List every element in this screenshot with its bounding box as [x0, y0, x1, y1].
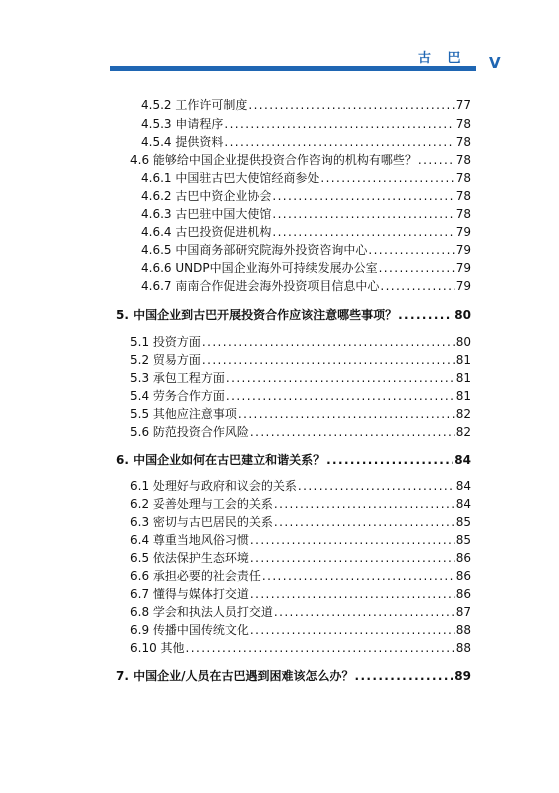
toc-entry-page: 84	[455, 479, 471, 493]
dot-leader	[226, 387, 455, 405]
toc-entry-label: 4.6.2 古巴中资企业协会	[141, 189, 272, 203]
toc-entry-page: 78	[455, 135, 471, 149]
toc-entry-label: 6.3 密切与古巴居民的关系	[130, 515, 273, 529]
dot-leader	[250, 585, 455, 603]
dot-leader	[418, 151, 455, 169]
toc-entry[interactable]	[130, 603, 471, 621]
toc-entry-page: 79	[455, 279, 471, 293]
dot-leader	[272, 223, 454, 241]
dot-leader	[186, 639, 455, 657]
toc-entry-page: 80	[454, 308, 471, 322]
toc-entry-page: 85	[455, 515, 471, 529]
dot-leader	[368, 241, 454, 259]
toc-entry-page: 82	[455, 425, 471, 439]
toc-entry[interactable]	[130, 351, 471, 369]
toc-entry-page: 84	[454, 453, 471, 467]
toc-entry[interactable]	[141, 205, 471, 223]
toc-entry-page: 78	[455, 207, 471, 221]
dot-leader	[380, 277, 454, 295]
toc-entry-label: 4.5.2 工作许可制度	[141, 98, 248, 112]
toc-entry[interactable]	[130, 531, 471, 549]
toc-entry[interactable]	[130, 423, 471, 441]
dot-leader	[250, 531, 455, 549]
toc-entry-page: 81	[455, 353, 471, 367]
dot-leader	[274, 513, 455, 531]
toc-chapter-7[interactable]	[116, 667, 471, 685]
toc-entry-page: 81	[455, 371, 471, 385]
toc-entry[interactable]	[130, 369, 471, 387]
dot-leader	[398, 306, 453, 324]
toc-entry-page: 84	[455, 497, 471, 511]
toc-entry-label: 7. 中国企业/人员在古巴遇到困难该怎么办？	[116, 669, 354, 683]
toc-entry-label: 5.2 贸易方面	[130, 353, 201, 367]
dot-leader	[274, 495, 455, 513]
dot-leader	[250, 423, 455, 441]
toc-entry[interactable]	[141, 169, 471, 187]
toc-entry-page: 79	[455, 243, 471, 257]
toc-entry[interactable]	[130, 513, 471, 531]
dot-leader	[298, 477, 455, 495]
toc-entry-page: 86	[455, 587, 471, 601]
toc-entry-label: 6. 中国企业如何在古巴建立和谐关系？	[116, 453, 326, 467]
toc-entry[interactable]	[141, 115, 471, 133]
toc-entry-page: 79	[455, 225, 471, 239]
dot-leader	[250, 549, 455, 567]
toc-entry[interactable]	[130, 151, 471, 169]
toc-entry-label: 4.6 能够给中国企业提供投资合作咨询的机构有哪些？	[130, 153, 417, 167]
toc-entry-page: 78	[455, 189, 471, 203]
toc-entry-label: 4.6.4 古巴投资促进机构	[141, 225, 272, 239]
toc-entry-page: 89	[454, 669, 471, 683]
toc-entry[interactable]	[141, 241, 471, 259]
toc-entry[interactable]	[141, 259, 471, 277]
toc-entry-label: 6.4 尊重当地风俗习惯	[130, 533, 249, 547]
toc-entry-page: 81	[455, 389, 471, 403]
toc-entry[interactable]	[130, 567, 471, 585]
toc-entry-label: 5.4 劳务合作方面	[130, 389, 225, 403]
toc-entry-page: 78	[455, 171, 471, 185]
dot-leader	[224, 133, 454, 151]
header-title: 古 巴	[418, 51, 467, 66]
dot-leader	[326, 451, 453, 469]
dot-leader	[224, 115, 454, 133]
toc-entry-label: 4.6.6 UNDP中国企业海外可持续发展办公室	[141, 261, 378, 275]
dot-leader	[379, 259, 455, 277]
toc-entry-label: 6.1 处理好与政府和议会的关系	[130, 479, 297, 493]
page-number: V	[489, 54, 501, 72]
toc-entry-label: 6.6 承担必要的社会责任	[130, 569, 261, 583]
toc-entry-page: 77	[455, 98, 471, 112]
toc-entry-page: 85	[455, 533, 471, 547]
toc-entry-label: 5.3 承包工程方面	[130, 371, 225, 385]
toc-entry[interactable]	[130, 477, 471, 495]
toc-chapter-6[interactable]	[116, 451, 471, 469]
toc-entry[interactable]	[130, 387, 471, 405]
toc-entry-page: 86	[455, 551, 471, 565]
toc-chapter-5[interactable]	[116, 306, 471, 324]
toc-entry-page: 80	[455, 335, 471, 349]
dot-leader	[320, 169, 454, 187]
toc-entry-label: 5.5 其他应注意事项	[130, 407, 237, 421]
toc-entry-label: 6.9 传播中国传统文化	[130, 623, 249, 637]
dot-leader	[272, 187, 454, 205]
toc-entry[interactable]	[141, 277, 471, 295]
toc-entry-label: 6.10 其他	[130, 641, 185, 655]
toc-entry[interactable]	[130, 621, 471, 639]
toc-entry-label: 4.6.5 中国商务部研究院海外投资咨询中心	[141, 243, 368, 257]
toc-entry-label: 6.5 依法保护生态环境	[130, 551, 249, 565]
toc-entry-label: 4.6.7 南南合作促进会海外投资项目信息中心	[141, 279, 380, 293]
toc-entry[interactable]	[130, 639, 471, 657]
toc-entry[interactable]	[141, 223, 471, 241]
dot-leader	[248, 96, 454, 114]
toc-entry-page: 87	[455, 605, 471, 619]
toc-entry-page: 78	[455, 153, 471, 167]
toc-entry-label: 4.6.1 中国驻古巴大使馆经商参处	[141, 171, 320, 185]
toc-entry-label: 4.5.4 提供资料	[141, 135, 224, 149]
toc-entry[interactable]	[141, 187, 471, 205]
toc-entry-label: 5.6 防范投资合作风险	[130, 425, 249, 439]
toc-entry-page: 86	[455, 569, 471, 583]
toc-entry[interactable]	[130, 333, 471, 351]
toc-entry[interactable]	[130, 585, 471, 603]
toc-entry-label: 4.5.3 申请程序	[141, 117, 224, 131]
toc-entry-page: 82	[455, 407, 471, 421]
toc-entry-label: 5. 中国企业到古巴开展投资合作应该注意哪些事项？	[116, 308, 398, 322]
toc-entry[interactable]	[130, 495, 471, 513]
toc-entry-label: 6.8 学会和执法人员打交道	[130, 605, 273, 619]
toc-entry-page: 79	[455, 261, 471, 275]
toc-entry-page: 78	[455, 117, 471, 131]
dot-leader	[202, 333, 455, 351]
toc-entry-label: 5.1 投资方面	[130, 335, 201, 349]
dot-leader	[238, 405, 455, 423]
dot-leader	[272, 205, 454, 223]
dot-leader	[262, 567, 455, 585]
toc-entry[interactable]	[141, 96, 471, 114]
dot-leader	[226, 369, 455, 387]
dot-leader	[250, 621, 455, 639]
dot-leader	[354, 667, 453, 685]
toc-entry-label: 6.2 妥善处理与工会的关系	[130, 497, 273, 511]
dot-leader	[202, 351, 455, 369]
toc-entry[interactable]	[130, 549, 471, 567]
dot-leader	[274, 603, 455, 621]
toc-entry-page: 88	[455, 623, 471, 637]
toc-entry[interactable]	[130, 405, 471, 423]
toc-entry-label: 4.6.3 古巴驻中国大使馆	[141, 207, 272, 221]
toc-entry[interactable]	[141, 133, 471, 151]
toc-entry-label: 6.7 懂得与媒体打交道	[130, 587, 249, 601]
toc-entry-page: 88	[455, 641, 471, 655]
